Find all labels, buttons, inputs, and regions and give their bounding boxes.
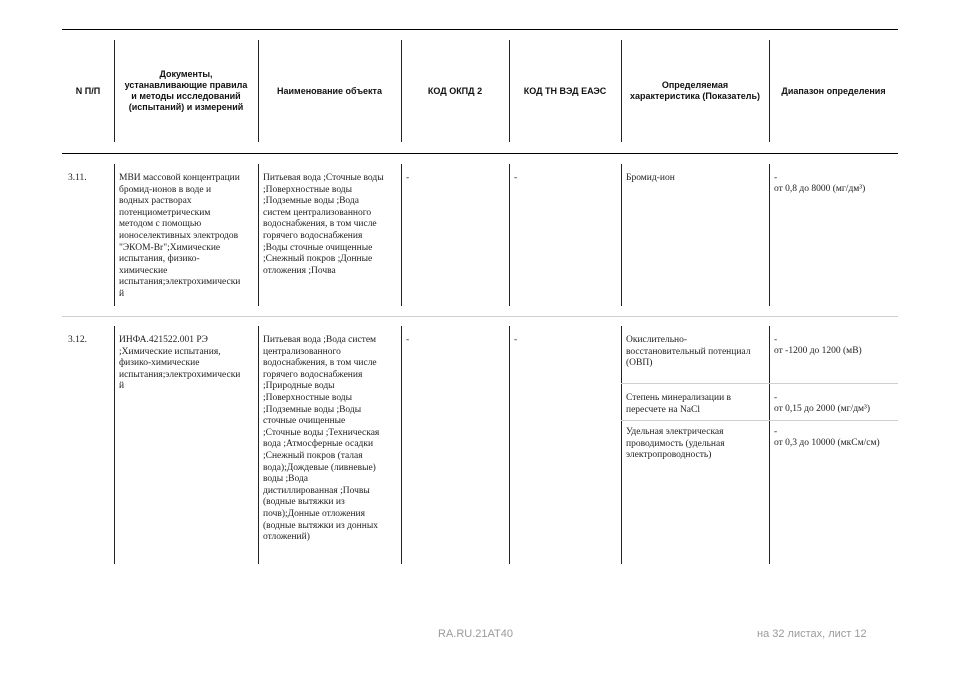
- row-documents: МВИ массовой концентрации бромид-ионов в воде и водных растворах потенциометрическим методом с помощью ионоселективных электродов "ЭКОМ-Br";Химические испытания, физико- химические испытания;электрохимически й: [119, 173, 241, 299]
- row-range: от 0,15 до 2000 (мг/дм³): [774, 404, 871, 414]
- header-range: Диапазон определения: [781, 85, 886, 96]
- row-separator: [509, 326, 510, 564]
- row-number: 3.11.: [68, 173, 87, 183]
- subrow-divider: [621, 420, 898, 421]
- row-range-dash: -: [774, 427, 778, 437]
- row-range: от -1200 до 1200 (мВ): [774, 346, 862, 356]
- row-range: от 0,3 до 10000 (мкСм/см): [774, 438, 880, 448]
- header-characteristic: Определяемая характеристика (Показатель): [629, 80, 761, 101]
- header-documents: Документы, устанавливающие правила и методы исследований (испытаний) и измерений: [124, 69, 248, 112]
- header-okpd-code: КОД ОКПД 2: [427, 85, 483, 96]
- header-num: N П/П: [75, 85, 101, 96]
- footer-document-code: RA.RU.21AT40: [438, 628, 513, 640]
- row-separator: [509, 164, 510, 306]
- row-characteristic: Бромид-ион: [626, 173, 675, 183]
- row-range-dash: -: [774, 335, 778, 345]
- header-bottom-rule: [62, 153, 898, 154]
- row-object-name: Питьевая вода ;Сточные воды ;Поверхностные воды ;Подземные воды ;Вода систем централизованного водоснабжения, в том числе горячего водоснабжения ;Воды сточные очищенные ;Снежный покров ;Донные отложения ;Почва: [263, 173, 384, 276]
- row-range-dash: -: [774, 173, 778, 183]
- row-separator: [401, 326, 402, 564]
- row-divider: [62, 316, 898, 317]
- row-okpd-code: -: [406, 335, 410, 345]
- header-object-name: Наименование объекта: [277, 85, 382, 96]
- row-object-name: Питьевая вода ;Вода систем централизованного водоснабжения, в том числе горячего водоснабжения ;Природные воды ;Поверхностные воды ;Подземные воды ;Воды сточные очищенные ;Сточные воды ;Техническая вода ;Атмосферные осадки ;Снежный покров (талая вода);Дождевые (ливневые) воды ;Вода дистиллированная ;Почвы (водные вытяжки из почв);Донные отложения (водные вытяжки из донных отложений): [263, 335, 380, 543]
- row-tnved-code: -: [514, 173, 518, 183]
- row-separator: [769, 164, 770, 306]
- row-characteristic: Степень минерализации в пересчете на NaCl: [626, 393, 732, 415]
- row-separator: [114, 326, 115, 564]
- row-separator: [258, 326, 259, 564]
- row-number: 3.12.: [68, 335, 87, 345]
- row-separator: [258, 164, 259, 306]
- row-characteristic: Удельная электрическая проводимость (удельная электропроводность): [626, 427, 725, 461]
- row-separator: [114, 164, 115, 306]
- subrow-divider: [621, 383, 898, 384]
- row-separator: [401, 164, 402, 306]
- row-documents: ИНФА.421522.001 РЭ ;Химические испытания, физико-химические испытания;электрохимически й: [119, 335, 241, 392]
- row-separator: [621, 326, 622, 564]
- row-separator: [769, 326, 770, 564]
- header-top-rule: [62, 29, 898, 30]
- footer-page-info: на 32 листах, лист 12: [757, 628, 867, 640]
- row-okpd-code: -: [406, 173, 410, 183]
- row-tnved-code: -: [514, 335, 518, 345]
- row-range-dash: -: [774, 393, 778, 403]
- row-separator: [621, 164, 622, 306]
- header-tnved-code: КОД ТН ВЭД ЕАЭС: [523, 85, 607, 96]
- row-range: от 0,8 до 8000 (мг/дм³): [774, 184, 866, 194]
- row-characteristic: Окислительно- восстановительный потенциал (ОВП): [626, 335, 751, 369]
